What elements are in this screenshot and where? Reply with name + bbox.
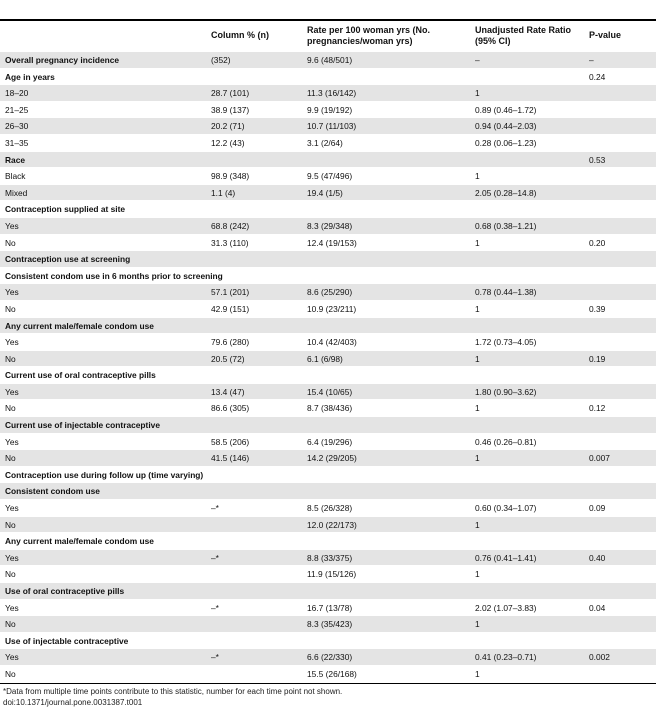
table-section-row: [0, 318, 656, 335]
rate-cell: 10.4 (42/403): [307, 337, 357, 348]
column-percent-cell: 1.1 (4): [211, 187, 236, 198]
rate-cell: 9.9 (19/192): [307, 104, 353, 115]
row-label: No: [5, 619, 16, 630]
row-label: Use of injectable contraceptive: [5, 635, 129, 646]
table-row: [0, 666, 656, 683]
rate-cell: 16.7 (13/78): [307, 602, 353, 613]
table-row: [0, 301, 656, 318]
rate-ratio-cell: 1: [475, 353, 480, 364]
column-percent-cell: –*: [211, 503, 219, 514]
p-value-cell: 0.007: [589, 453, 610, 464]
rate-cell: 3.1 (2/64): [307, 137, 343, 148]
p-value-cell: –: [589, 55, 594, 65]
column-percent-cell: 68.8 (242): [211, 220, 250, 231]
p-value-cell: 0.39: [589, 303, 606, 314]
rate-ratio-cell: 0.94 (0.44–2.03): [475, 121, 537, 132]
row-label: No: [5, 668, 16, 679]
row-label: Contraception use during follow up (time varying): [5, 469, 204, 480]
p-value-cell: 0.002: [589, 652, 610, 663]
column-percent-cell: 86.6 (305): [211, 403, 250, 414]
rate-ratio-cell: 1: [475, 569, 480, 580]
table-row: [0, 616, 656, 633]
table-section-row: [0, 201, 656, 218]
table-section-row: [0, 152, 656, 169]
rate-ratio-cell: 1: [475, 88, 480, 99]
row-label: Consistent condom use: [5, 486, 100, 497]
rate-ratio-cell: 0.78 (0.44–1.38): [475, 287, 537, 298]
row-label: Yes: [5, 337, 19, 348]
column-percent-cell: –*: [211, 552, 219, 563]
row-label: Any current male/female condom use: [5, 536, 154, 547]
rate-cell: 6.4 (19/296): [307, 436, 353, 447]
row-label: Overall pregnancy incidence: [5, 55, 120, 65]
table-section-row: [0, 251, 656, 268]
column-percent-cell: 41.5 (146): [211, 453, 250, 464]
row-label: No: [5, 519, 16, 530]
rate-ratio-cell: 2.05 (0.28–14.8): [475, 187, 537, 198]
row-label: 26–30: [5, 121, 29, 132]
p-value-cell: 0.53: [589, 154, 606, 165]
table-section-row: [0, 52, 656, 69]
row-label: Yes: [5, 386, 19, 397]
rate-ratio-cell: 0.68 (0.38–1.21): [475, 220, 537, 231]
rate-ratio-cell: 1: [475, 303, 480, 314]
column-percent-cell: 12.2 (43): [211, 137, 245, 148]
table-row: [0, 600, 656, 617]
rate-ratio-cell: 0.76 (0.41–1.41): [475, 552, 537, 563]
column-percent-cell: –*: [211, 652, 219, 663]
table-row: [0, 384, 656, 401]
rate-cell: 8.5 (26/328): [307, 503, 353, 514]
table-row: [0, 118, 656, 135]
p-value-cell: 0.20: [589, 237, 606, 248]
rate-cell: 11.3 (16/142): [307, 88, 357, 99]
row-label: No: [5, 569, 16, 580]
table-row: [0, 85, 656, 102]
row-label: Yes: [5, 287, 19, 298]
table-body: [0, 52, 656, 683]
rate-cell: 8.6 (25/290): [307, 287, 353, 298]
column-percent-cell: 28.7 (101): [211, 88, 250, 99]
header-column-percent: Column % (n): [211, 30, 269, 40]
rate-ratio-cell: 0.28 (0.06–1.23): [475, 137, 537, 148]
table-row: [0, 351, 656, 368]
p-value-cell: 0.24: [589, 71, 606, 82]
rate-cell: 14.2 (29/205): [307, 453, 357, 464]
column-percent-cell: –*: [211, 602, 219, 613]
row-label: Black: [5, 171, 26, 182]
table-row: [0, 185, 656, 202]
row-label: 21–25: [5, 104, 29, 115]
p-value-cell: 0.12: [589, 403, 606, 414]
table-row: [0, 218, 656, 235]
row-label: Consistent condom use in 6 months prior to screening: [5, 270, 223, 281]
column-percent-cell: 57.1 (201): [211, 287, 250, 298]
column-percent-cell: 13.4 (47): [211, 386, 245, 397]
table-section-row: [0, 69, 656, 86]
rate-cell: 8.3 (29/348): [307, 220, 353, 231]
rate-cell: 15.4 (10/65): [307, 386, 353, 397]
row-label: Yes: [5, 436, 19, 447]
table-section-row: [0, 583, 656, 600]
row-label: No: [5, 403, 16, 414]
rate-cell: 9.5 (47/496): [307, 171, 353, 182]
p-value-cell: 0.04: [589, 602, 606, 613]
rate-cell: 8.8 (33/375): [307, 552, 353, 563]
table-row: [0, 135, 656, 152]
table-row: [0, 102, 656, 119]
table-section-row: [0, 268, 656, 285]
footnote-text: *Data from multiple time points contribute to this statistic, number for each time point not shown.: [3, 687, 343, 696]
p-value-cell: 0.40: [589, 552, 606, 563]
table-row: [0, 334, 656, 351]
column-percent-cell: 31.3 (110): [211, 237, 249, 248]
rate-ratio-cell: 0.41 (0.23–0.71): [475, 652, 537, 663]
rate-ratio-cell: 1: [475, 403, 480, 414]
column-percent-cell: 58.5 (206): [211, 436, 250, 447]
table-row: [0, 450, 656, 467]
table-row: [0, 566, 656, 583]
rate-ratio-cell: 0.89 (0.46–1.72): [475, 104, 537, 115]
table-section-row: [0, 417, 656, 434]
row-label: Contraception supplied at site: [5, 204, 126, 215]
row-label: Age in years: [5, 71, 55, 82]
row-label: No: [5, 303, 16, 314]
row-label: Yes: [5, 220, 19, 231]
row-label: Current use of oral contraceptive pills: [5, 370, 156, 381]
rate-cell: 9.6 (48/501): [307, 55, 353, 65]
rate-ratio-cell: 0.60 (0.34–1.07): [475, 503, 537, 514]
table-section-row: [0, 467, 656, 484]
row-label: Mixed: [5, 187, 28, 198]
table-row: [0, 550, 656, 567]
table-bottom-rule: [0, 683, 656, 684]
row-label: Current use of injectable contraceptive: [5, 420, 160, 431]
row-label: No: [5, 237, 16, 248]
row-label: 31–35: [5, 137, 29, 148]
row-label: Yes: [5, 652, 19, 663]
table-row: [0, 235, 656, 252]
rate-ratio-cell: 1: [475, 171, 480, 182]
rate-ratio-cell: 1: [475, 668, 480, 679]
row-label: Yes: [5, 602, 19, 613]
table-top-rule: [0, 0, 656, 21]
table-row: [0, 168, 656, 185]
column-percent-cell: 20.2 (71): [211, 121, 245, 132]
column-percent-cell: 38.9 (137): [211, 104, 250, 115]
column-percent-cell: (352): [211, 55, 231, 65]
rate-ratio-cell: 1: [475, 453, 480, 464]
rate-cell: 15.5 (26/168): [307, 668, 357, 679]
rate-cell: 8.3 (35/423): [307, 619, 353, 630]
row-label: No: [5, 353, 16, 364]
table-row: [0, 500, 656, 517]
rate-cell: 12.4 (19/153): [307, 237, 357, 248]
p-value-cell: 0.19: [589, 353, 606, 364]
rate-cell: 11.9 (15/126): [307, 569, 357, 580]
rate-cell: 19.4 (1/5): [307, 187, 343, 198]
table-header: [0, 21, 656, 53]
header-p-value: P-value: [589, 30, 622, 40]
column-percent-cell: 79.6 (280): [211, 337, 250, 348]
rate-ratio-cell: 1: [475, 619, 480, 630]
rate-cell: 10.9 (23/211): [307, 303, 357, 314]
table-section-row: [0, 367, 656, 384]
rate-ratio-cell: 1.72 (0.73–4.05): [475, 337, 537, 348]
table-row: [0, 400, 656, 417]
table-section-row: [0, 483, 656, 500]
table-footnotes: [3, 686, 342, 708]
header-rate-ratio: Unadjusted Rate Ratio (95% CI): [475, 25, 572, 46]
rate-cell: 8.7 (38/436): [307, 403, 353, 414]
row-label: Yes: [5, 503, 19, 514]
doi-text: doi:10.1371/journal.pone.0031387.t001: [3, 698, 143, 707]
column-percent-cell: 42.9 (151): [211, 303, 250, 314]
row-label: 18–20: [5, 88, 29, 99]
table-row: [0, 284, 656, 301]
rate-ratio-cell: 1: [475, 519, 480, 530]
rate-ratio-cell: 2.02 (1.07–3.83): [475, 602, 537, 613]
column-percent-cell: 98.9 (348): [211, 171, 250, 182]
column-percent-cell: 20.5 (72): [211, 353, 245, 364]
row-label: Yes: [5, 552, 19, 563]
rate-cell: 12.0 (22/173): [307, 519, 357, 530]
row-label: Race: [5, 154, 26, 165]
table-section-row: [0, 633, 656, 650]
rate-ratio-cell: 1.80 (0.90–3.62): [475, 386, 537, 397]
rate-cell: 6.1 (6/98): [307, 353, 343, 364]
rate-ratio-cell: 1: [475, 237, 480, 248]
row-label: Use of oral contraceptive pills: [5, 586, 125, 596]
row-label: Any current male/female condom use: [5, 320, 154, 331]
table-row: [0, 649, 656, 666]
rate-ratio-cell: –: [475, 55, 480, 65]
p-value-cell: 0.09: [589, 503, 606, 514]
table-row: [0, 434, 656, 451]
rate-cell: 6.6 (22/330): [307, 652, 353, 663]
rate-cell: 10.7 (11/103): [307, 121, 357, 132]
rate-ratio-cell: 0.46 (0.26–0.81): [475, 436, 537, 447]
table-row: [0, 517, 656, 534]
table-section-row: [0, 533, 656, 550]
row-label: Contraception use at screening: [5, 254, 131, 265]
row-label: No: [5, 453, 16, 464]
header-rate: Rate per 100 woman yrs (No. pregnancies/woman yrs): [307, 25, 431, 46]
